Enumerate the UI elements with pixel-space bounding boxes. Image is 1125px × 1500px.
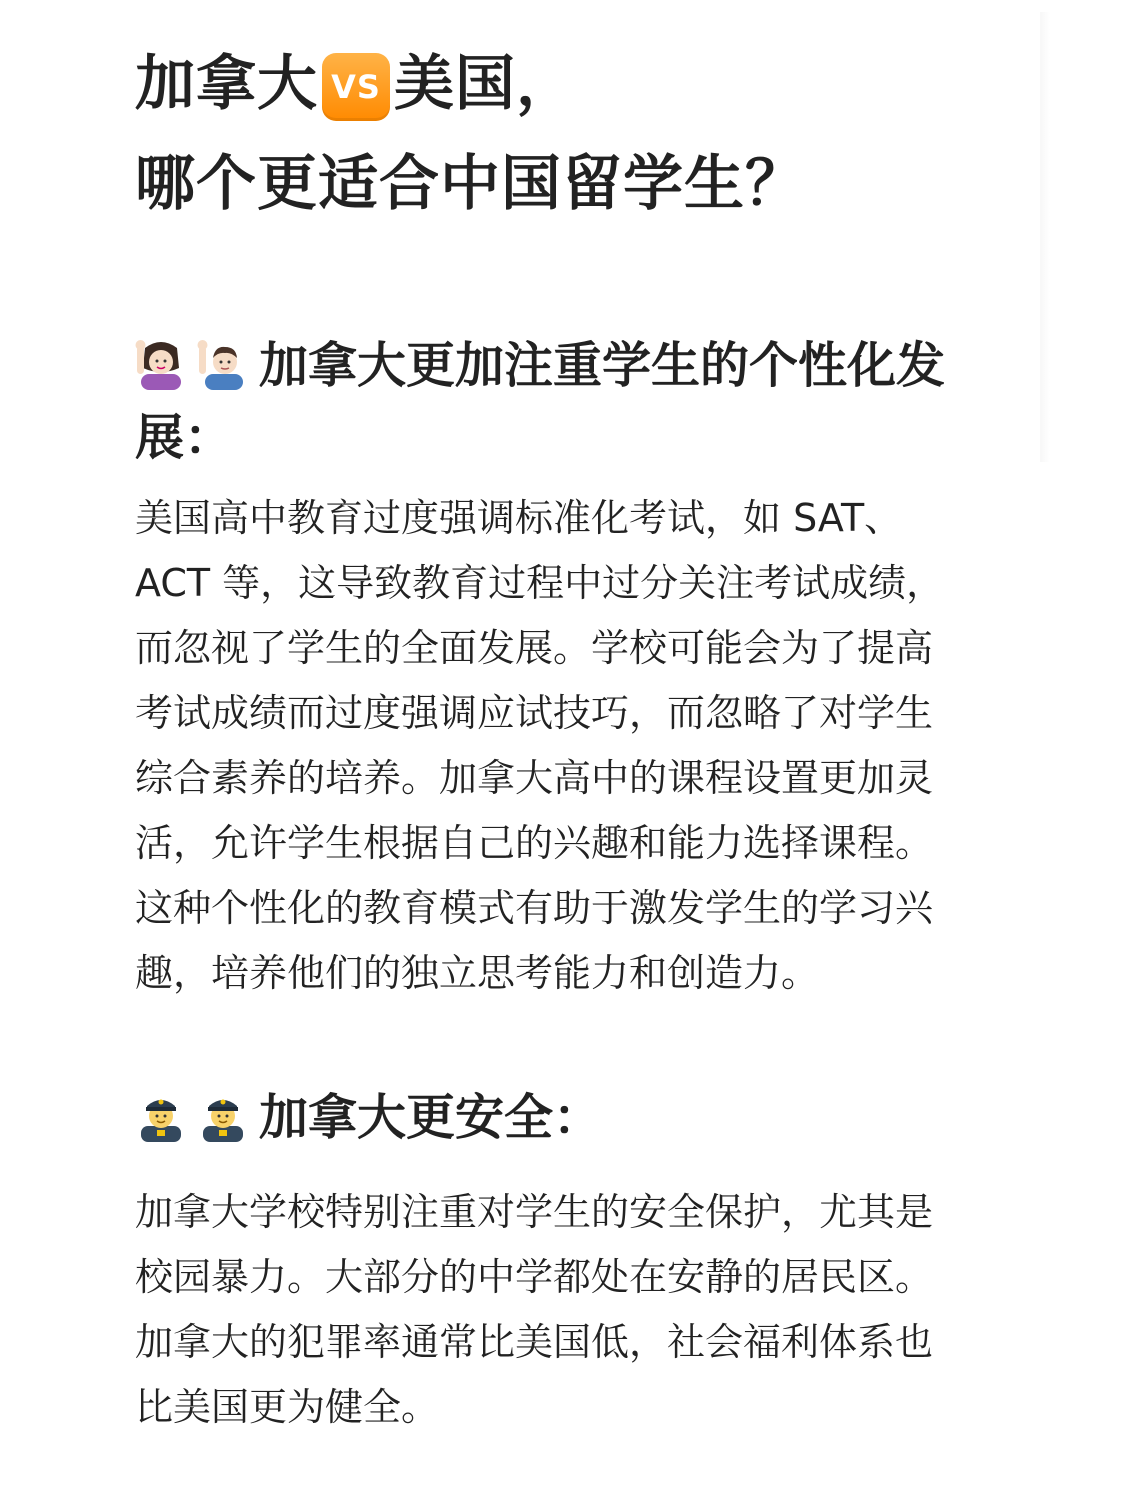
police-officer-icon xyxy=(135,1090,187,1142)
woman-raising-hand-icon xyxy=(135,338,187,390)
section-heading-text: 加拿大更安全： xyxy=(259,1089,603,1146)
title-part-2: 美国， xyxy=(394,49,577,119)
section-heading-text: 加拿大更加注重学生的个性化发展： xyxy=(135,337,946,466)
vs-badge-icon: VS xyxy=(322,53,390,121)
page-title xyxy=(135,34,965,234)
man-raising-hand-icon xyxy=(197,338,249,390)
section-heading-personalized xyxy=(135,330,965,474)
title-part-1: 加拿大 xyxy=(135,49,318,119)
section-paragraph-personalized: 美国高中教育过度强调标准化考试，如 SAT、ACT 等，这导致教育过程中过分关注考试成绩，而忽视了学生的全面发展。学校可能会为了提高考试成绩而过度强调应试技巧，而忽略了对学生综合素养的培养。加拿大高中的课程设置更加灵活，允许学生根据自己的兴趣和能力选择课程。这种个性化的教育模式有助于激发学生的学习兴趣，培养他们的独立思考能力和创造力。 xyxy=(135,496,945,995)
section-paragraph-safety: 加拿大学校特别注重对学生的安全保护，尤其是校园暴力。大部分的中学都处在安静的居民区。加拿大的犯罪率通常比美国低，社会福利体系也比美国更为健全。 xyxy=(135,1190,934,1429)
edge-shadow xyxy=(1040,12,1050,462)
title-line-1 xyxy=(135,34,965,134)
section-heading-safety xyxy=(135,1082,965,1154)
police-officer-icon xyxy=(197,1090,249,1142)
article xyxy=(135,34,965,1440)
title-line-2: 哪个更适合中国留学生？ xyxy=(135,149,806,219)
